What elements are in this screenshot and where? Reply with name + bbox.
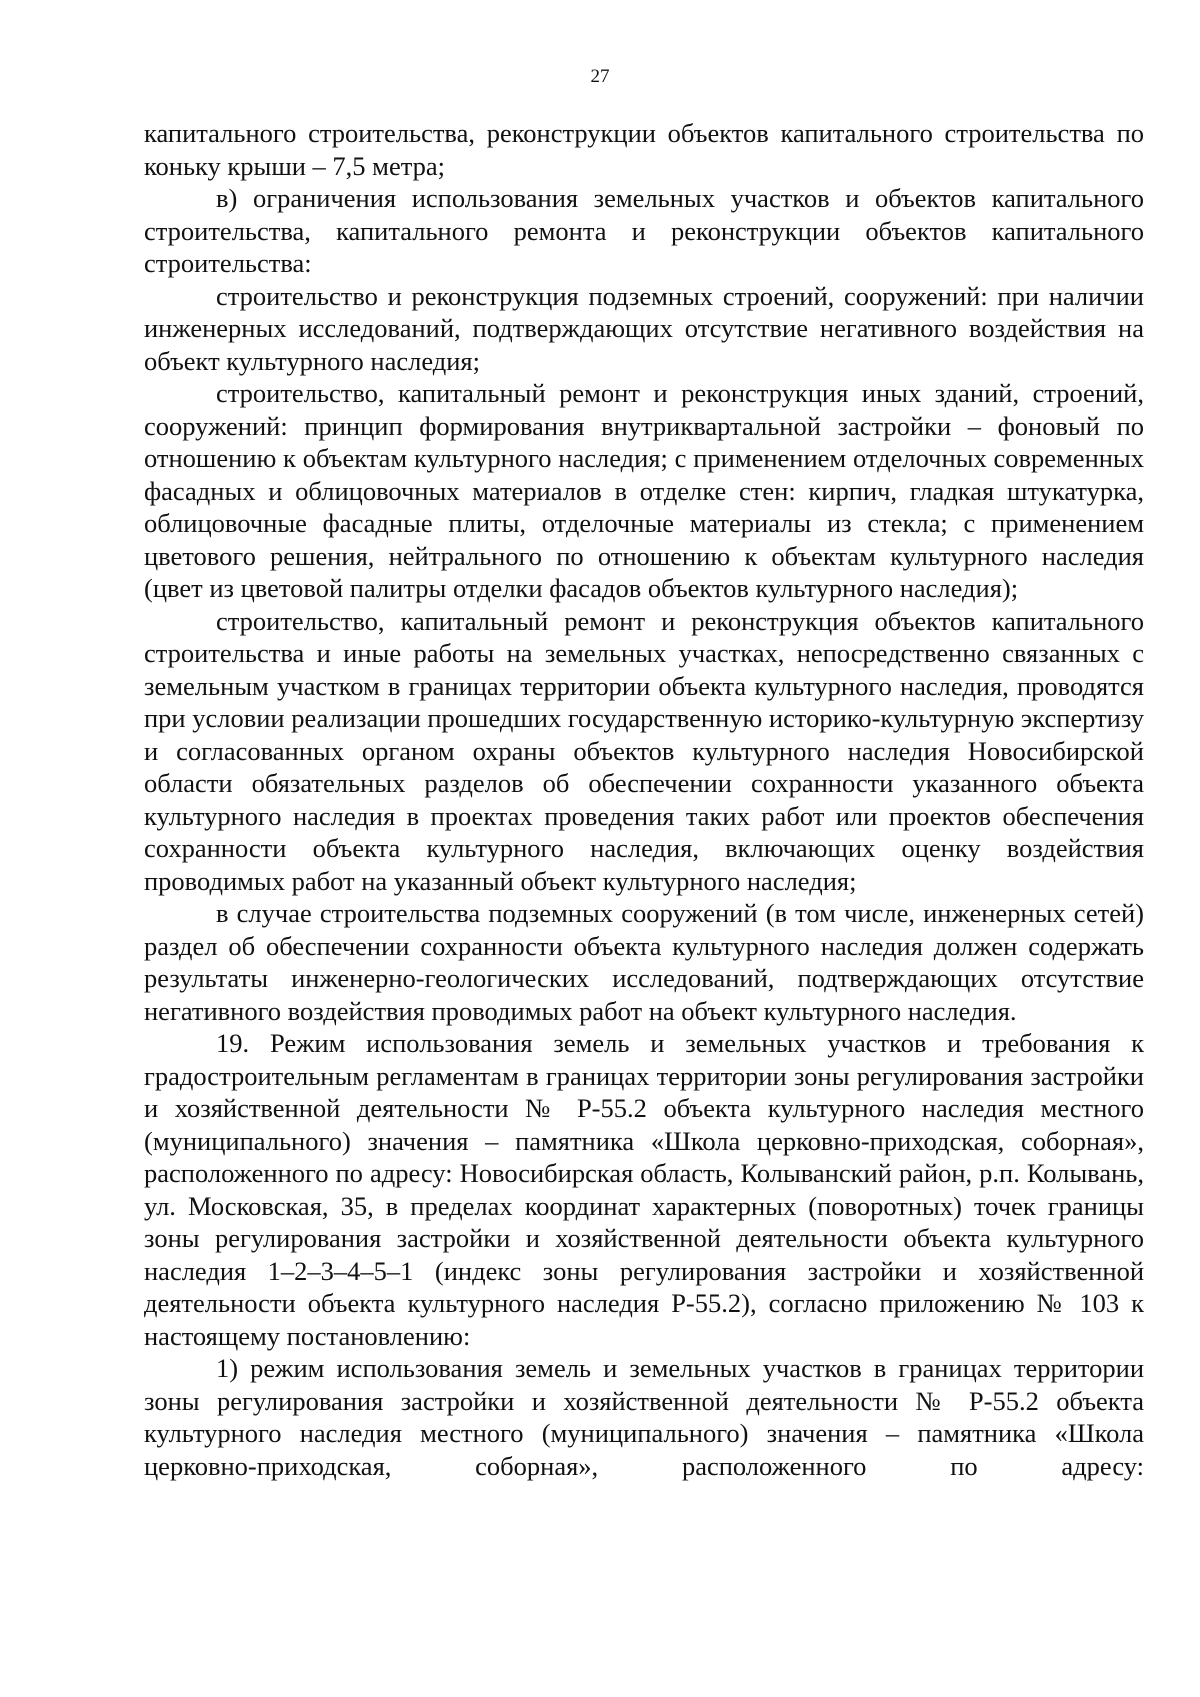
- page-number: 27: [590, 66, 610, 87]
- paragraph: строительство и реконструкция подземных строений, сооружений: при наличии инженерных исследований, подтверждающих отсутствие негативного воздействия на объект культурного наследия;: [144, 280, 1144, 376]
- paragraph: в) ограничения использования земельных участков и объектов капитального строительства, капитального ремонта и реконструкции объектов капитального строительства:: [144, 183, 1144, 278]
- document-body: [144, 117, 1144, 1482]
- paragraph: в случае строительства подземных сооружений (в том числе, инженерных сетей) раздел об обеспечении сохранности объекта культурного наследия должен содержать результаты инженерно-геологических исследований, подтверждающих отсутствие негативного воздействия проводимых работ на объект культурного наследия.: [144, 898, 1144, 1026]
- paragraph: 19. Режим использования земель и земельных участков и требования к градостроительным регламентам в границах территории зоны регулирования застройки и хозяйственной деятельности № Р-55.2 объекта культурного наследия местного (муниципального) значения – памятника «Школа церковно-приходская, соборная», расположенного по адресу: Новосибирская область, Колыванский район, р.п. Колывань, ул. Московская, 35, в пределах координат характерных (поворотных) точек границы зоны регулирования застройки и хозяйственной деятельности объекта культурного наследия 1–2–3–4–5–1 (индекс зоны регулирования застройки и хозяйственной деятельности объекта культурного наследия Р-55.2), согласно приложению № 103 к настоящему постановлению:: [144, 1028, 1144, 1351]
- paragraph: капитального строительства, реконструкции объектов капитального строительства по коньку крыши – 7,5 метра;: [144, 118, 1144, 181]
- paragraph: строительство, капитальный ремонт и реконструкция иных зданий, строений, сооружений: принцип формирования внутриквартальной застройки – фоновый по отношению к объектам культурного наследия; с применением отделочных современных фасадных и облицовочных материалов в отделке стен: кирпич, гладкая штукатурка, облицовочные фасадные плиты, отделочные материалы из стекла; с применением цветового решения, нейтрального по отношению к объектам культурного наследия (цвет из цветовой палитры отделки фасадов объектов культурного наследия);: [144, 378, 1144, 603]
- paragraph: строительство, капитальный ремонт и реконструкция объектов капитального строительства и иные работы на земельных участках, непосредственно связанных с земельным участком в границах территории объекта культурного наследия, проводятся при условии реализации прошедших государственную историко-культурную экспертизу и согласованных органом охраны объектов культурного наследия Новосибирской области обязательных разделов об обеспечении сохранности указанного объекта культурного наследия в проектах проведения таких работ или проектов обеспечения сохранности объекта культурного наследия, включающих оценку воздействия проводимых работ на указанный объект культурного наследия;: [144, 605, 1144, 896]
- paragraph: 1) режим использования земель и земельных участков в границах территории зоны регулирования застройки и хозяйственной деятельности № Р-55.2 объекта культурного наследия местного (муниципального) значения – памятника «Школа церковно-приходская, соборная», расположенного по адресу:: [144, 1353, 1144, 1481]
